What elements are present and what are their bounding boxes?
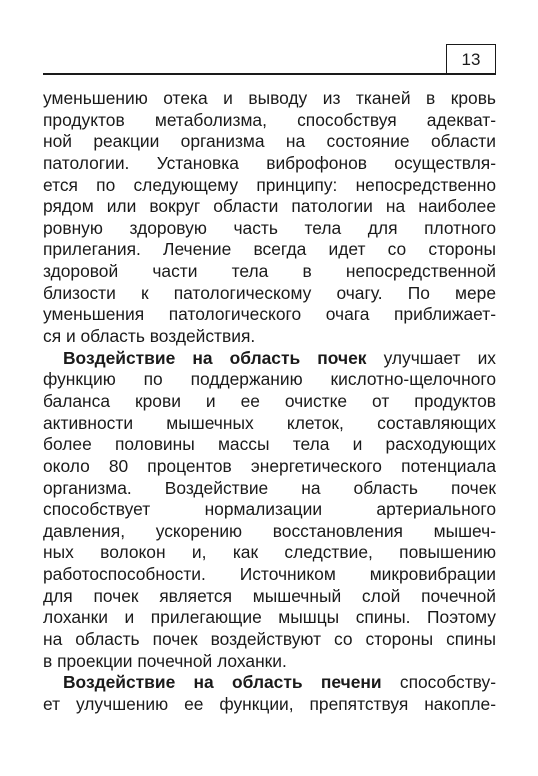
header-rule: [43, 73, 496, 75]
text-line: ных волокон и, как следствие, повышению: [43, 542, 496, 563]
text-line: для почек является мышечный слой почечной: [43, 585, 496, 606]
text-line: способствует нормализации артериального: [43, 499, 496, 520]
text-line: [43, 672, 496, 694]
text-line: уменьшения патологического очага приближает-: [43, 304, 496, 325]
text-line: ной реакции организма на состояние области: [43, 131, 496, 152]
text-line: в проекции почечной лоханки.: [43, 650, 287, 671]
text-line: лоханки и прилегающие мышцы спины. Поэтому: [43, 607, 496, 628]
text-line: ется по следующему принципу: непосредственно: [43, 174, 496, 195]
text-line: продуктов метаболизма, способствуя адекват-: [43, 109, 496, 130]
text-fragment: способству-: [381, 672, 496, 693]
body-text: [43, 88, 496, 716]
text-line: организма. Воздействие на область почек: [43, 477, 496, 498]
text-line: ровную здоровую часть тела для плотного: [43, 217, 496, 238]
text-line: [43, 348, 496, 370]
text-line: активности мышечных клеток, составляющих: [43, 412, 496, 433]
paragraph-kidneys: [43, 348, 496, 673]
page-number: 13: [446, 44, 496, 74]
text-line: ся и область воздействия.: [43, 326, 256, 347]
paragraph-liver: [43, 672, 496, 715]
text-line: патологии. Установка виброфонов осуществля-: [43, 152, 496, 173]
text-fragment: улучшает их: [366, 347, 496, 368]
text-line: функцию по поддержанию кислотно-щелочного: [43, 369, 496, 390]
text-line: давления, ускорению восстановления мышеч-: [43, 520, 496, 541]
section-heading-liver: Воздействие на область печени: [63, 672, 382, 693]
text-line: около 80 процентов энергетического потенциала: [43, 455, 496, 476]
paragraph-1: [43, 88, 496, 348]
text-line: ет улучшению ее функции, препятствуя накопле-: [43, 693, 496, 714]
text-line: уменьшению отека и выводу из тканей в кровь: [43, 88, 496, 108]
text-line: рядом или вокруг области патологии на наиболее: [43, 196, 496, 217]
text-line: более половины массы тела и расходующих: [43, 434, 496, 455]
text-line: баланса крови и ее очистке от продуктов: [43, 390, 496, 411]
text-line: прилегания. Лечение всегда идет со стороны: [43, 239, 496, 260]
section-heading-kidneys: Воздействие на область почек: [63, 347, 367, 368]
text-line: близости к патологическому очагу. По мере: [43, 282, 496, 303]
text-line: на область почек воздействуют со стороны спины: [43, 629, 496, 650]
text-line: здоровой части тела в непосредственной: [43, 261, 496, 282]
text-line: работоспособности. Источником микровибрации: [43, 564, 496, 585]
